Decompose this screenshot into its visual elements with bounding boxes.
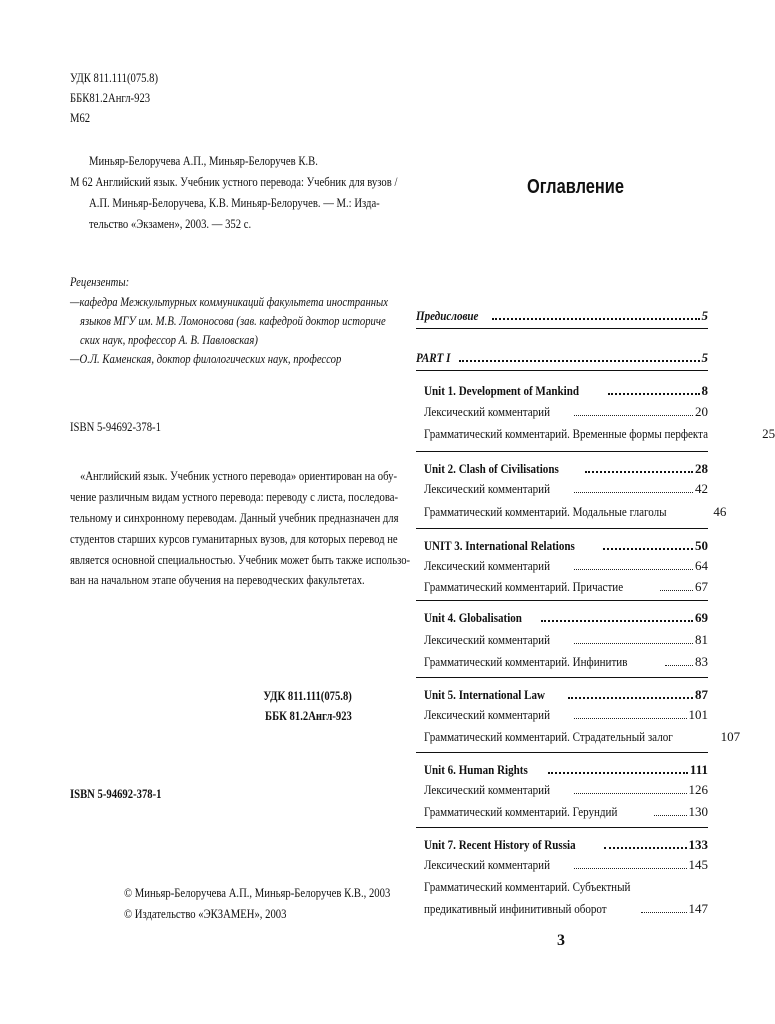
toc-leader <box>574 569 693 570</box>
toc-section-rule <box>416 677 708 678</box>
toc-entry <box>424 577 708 595</box>
toc-entry-title: Грамматический комментарий. Временные формы перфекта <box>424 426 709 441</box>
toc-entry-title: Лексический комментарий <box>424 782 550 797</box>
toc-entry <box>424 479 708 497</box>
toc-entry-page: 145 <box>688 857 708 872</box>
toc-entry <box>416 348 708 366</box>
reviewer-1-cont: ских наук, профессор А. В. Павловская) <box>80 332 258 347</box>
toc-leader <box>574 718 686 719</box>
annotation-line: ван на начальном этапе обучения на переводческих факультетах. <box>70 572 365 587</box>
toc-leader <box>574 868 686 869</box>
toc-entry <box>424 536 708 554</box>
toc-leader <box>574 415 693 416</box>
toc-entry-page: 126 <box>688 782 708 797</box>
toc-leader <box>585 471 693 473</box>
bbk-bold: ББК 81.2Англ-923 <box>265 708 352 723</box>
toc-entry <box>424 899 708 917</box>
toc-entry-page: 64 <box>695 558 708 573</box>
toc-leader <box>492 318 700 320</box>
toc-entry <box>424 556 708 574</box>
toc-entry-title: Грамматический комментарий. Страдательный залог <box>424 729 673 744</box>
toc-entry-title: Лексический комментарий <box>424 558 550 573</box>
isbn-bold: ISBN 5-94692-378-1 <box>70 786 162 801</box>
toc-entry <box>424 402 708 420</box>
toc-entry <box>424 424 775 442</box>
toc-entry-title: Unit 6. Human Rights <box>424 762 528 777</box>
toc-entry-page: 5 <box>701 350 708 365</box>
toc-leader <box>541 620 693 622</box>
toc-entry-title: Грамматический комментарий. Модальные глаголы <box>424 504 667 519</box>
toc-entry-page: 107 <box>720 729 741 744</box>
toc-entry <box>424 835 708 853</box>
toc-entry-title: PART I <box>416 350 451 365</box>
toc-section-rule <box>416 528 708 529</box>
toc-entry <box>424 630 708 648</box>
toc-section-rule <box>416 328 708 329</box>
annotation-line: студентов старших курсов гуманитарных вузов, для которых перевод не <box>70 531 398 546</box>
toc-section-rule <box>416 752 708 753</box>
toc-entry-title: Лексический комментарий <box>424 481 550 496</box>
toc-section-rule <box>416 370 708 371</box>
toc-entry <box>424 608 708 626</box>
toc-leader <box>603 548 693 550</box>
toc-entry <box>424 502 727 520</box>
bib-title: М 62 Английский язык. Учебник устного перевода: Учебник для вузов / <box>70 174 398 189</box>
reviewers-heading: Рецензенты: <box>70 274 130 289</box>
toc-entry-title: Unit 5. International Law <box>424 687 545 702</box>
toc-entry-title: Unit 4. Globalisation <box>424 610 522 625</box>
toc-entry-page: 87 <box>695 687 708 702</box>
toc-entry <box>424 381 708 399</box>
author-mark: М62 <box>70 110 91 125</box>
annotation-line: тельному и синхронному переводам. Данный учебник предназначен для <box>70 510 399 525</box>
toc-entry-page: 83 <box>695 654 708 669</box>
toc-entry-page: 50 <box>695 538 708 553</box>
annotation-line: является основной специальностью. Учебник может быть также использо- <box>70 552 411 567</box>
toc-entry <box>424 802 708 820</box>
toc-entry-title: Лексический комментарий <box>424 404 550 419</box>
toc-entry-title: Лексический комментарий <box>424 632 550 647</box>
toc-entry-page: 46 <box>713 504 727 519</box>
toc-entry-title: Грамматический комментарий. Инфинитив <box>424 654 628 669</box>
toc-section-rule <box>416 600 708 601</box>
toc-entry-page: 8 <box>701 383 708 398</box>
page-title: Оглавление <box>527 176 625 198</box>
bib-authors: Миньяр-Белоручева А.П., Миньяр-Белоручев К.В. <box>89 153 318 168</box>
toc-entry <box>424 780 708 798</box>
toc-entry-title: Unit 2. Clash of Civilisations <box>424 461 559 476</box>
toc-leader <box>574 492 693 493</box>
toc-entry-title: Предисловие <box>416 308 479 323</box>
toc-entry-page: 25 <box>762 426 775 441</box>
toc-entry-page: 5 <box>701 308 708 323</box>
toc-entry-page: 81 <box>695 632 708 647</box>
toc-entry-title: Unit 1. Development of Mankind <box>424 383 580 398</box>
toc-entry-title: Лексический комментарий <box>424 707 550 722</box>
toc-entry <box>424 685 708 703</box>
toc-entry <box>416 306 708 324</box>
toc-entry-page: 20 <box>695 404 708 419</box>
bib-publication: тельство «Экзамен», 2003. — 352 с. <box>89 216 252 231</box>
toc-leader <box>574 793 686 794</box>
toc-entry <box>424 652 708 670</box>
toc-leader <box>608 393 699 395</box>
toc-leader <box>459 360 700 362</box>
toc-entry <box>424 727 741 745</box>
bib-responsibility: А.П. Миньяр-Белоручева, К.В. Миньяр-Белоручев. — М.: Изда- <box>89 195 380 210</box>
toc-entry <box>424 877 708 895</box>
toc-entry-title: Лексический комментарий <box>424 857 550 872</box>
toc-entry-page: 101 <box>688 707 708 722</box>
udk-code: УДК 811.111(075.8) <box>70 70 159 85</box>
reviewer-2: —О.Л. Каменская, доктор филологических наук, профессор <box>70 351 342 366</box>
toc-entry-page: 147 <box>688 901 708 916</box>
annotation-line: чение различным видам устного перевода: переводу с листа, последова- <box>70 489 399 504</box>
toc-section-rule <box>416 451 708 452</box>
toc-entry-title: предикативный инфинитивный оборот <box>424 901 607 916</box>
toc-leader <box>641 912 687 913</box>
toc-entry-page: 67 <box>695 579 708 594</box>
toc-entry-page: 42 <box>695 481 708 496</box>
toc-entry-page: 111 <box>689 762 708 777</box>
toc-entry-title: UNIT 3. International Relations <box>424 538 575 553</box>
page-number: 3 <box>557 932 565 949</box>
toc-leader <box>574 643 693 644</box>
reviewer-1: —кафедра Межкультурных коммуникаций факультета иностранных <box>70 294 388 309</box>
toc-entry-page: 130 <box>688 804 708 819</box>
toc-entry-page: 69 <box>695 610 708 625</box>
toc-entry-title: Грамматический комментарий. Субъектный <box>424 879 631 894</box>
toc-entry <box>424 705 708 723</box>
toc-entry <box>424 855 708 873</box>
toc-leader <box>654 815 687 816</box>
toc-entry-title: Грамматический комментарий. Причастие <box>424 579 624 594</box>
toc-entry-page: 28 <box>695 461 708 476</box>
bbk-code: ББК81.2Англ-923 <box>70 90 151 105</box>
toc-entry-title: Unit 7. Recent History of Russia <box>424 837 576 852</box>
toc-entry-page: 133 <box>688 837 708 852</box>
toc-entry-title: Грамматический комментарий. Герундий <box>424 804 618 819</box>
toc-leader <box>604 847 686 849</box>
copyright-authors: © Миньяр-Белоручева А.П., Миньяр-Белоручев К.В., 2003 <box>124 885 391 900</box>
toc-entry <box>424 459 708 477</box>
toc-section-rule <box>416 827 708 828</box>
udk-bold: УДК 811.111(075.8) <box>263 688 352 703</box>
annotation-line: «Английский язык. Учебник устного перевода» ориентирован на обу- <box>80 468 398 483</box>
toc-leader <box>568 697 693 699</box>
toc-leader <box>660 590 693 591</box>
toc-leader <box>665 665 693 666</box>
toc-entry <box>424 760 708 778</box>
toc-leader <box>548 772 688 774</box>
reviewer-1-cont: языков МГУ им. М.В. Ломоносова (зав. кафедрой доктор историче <box>80 313 386 328</box>
copyright-publisher: © Издательство «ЭКЗАМЕН», 2003 <box>124 906 287 921</box>
isbn-plain: ISBN 5-94692-378-1 <box>70 419 161 434</box>
